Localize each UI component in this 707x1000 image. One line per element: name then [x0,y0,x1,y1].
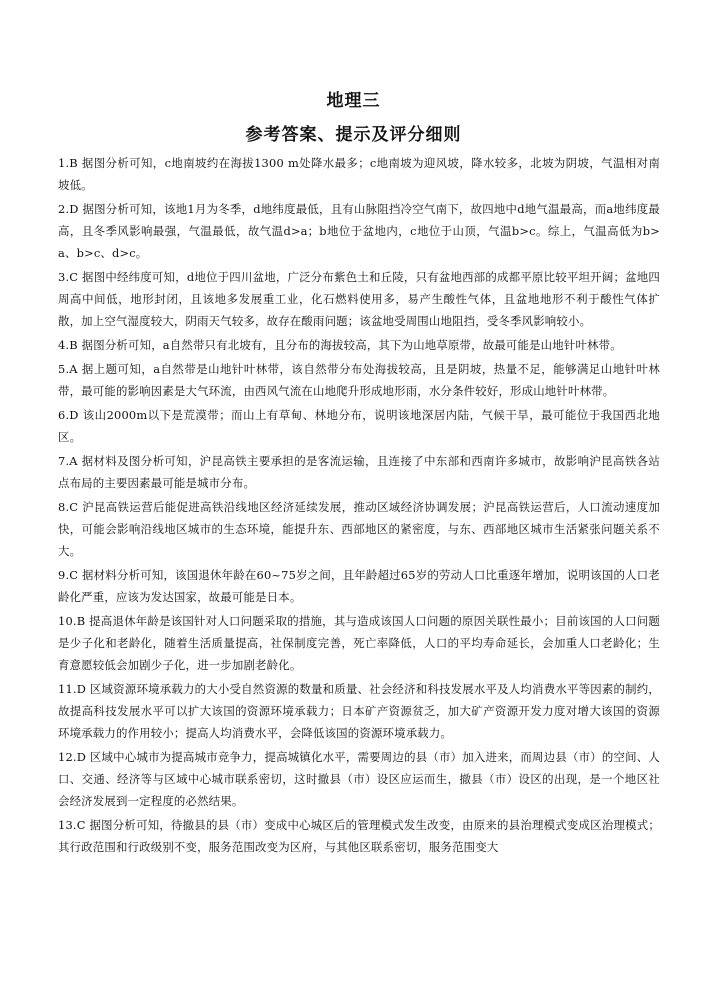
answer-item-8: 8.C 沪昆高铁运营后能促进高铁沿线地区经济延续发展，推动区域经济协调发展；沪昆高铁运营后，人口流动速度加快，可能会影响沿线地区城市的生态环境，能提升东、西部地区的紧密度，与东、西部地区城市生活紧张问题关系不大。 [58,500,660,558]
answer-item-11: 11.D 区域资源环境承载力的大小受自然资源的数量和质量、社会经济和科技发展水平及人均消费水平等因素的制约，故提高科技发展水平可以扩大该国的资源环境承载力；日本矿产资源贫乏，加大矿产资源开发力度对增大该国的资源环境承载力的作用较小；提高人均消费水平，会降低该国的资源环境承载力。 [58,682,660,740]
page-title: 参考答案、提示及评分细则 [245,125,462,145]
answer-item-7: 7.A 据材料及图分析可知，沪昆高铁主要承担的是客流运输，且连接了中东部和西南许多城市，故影响沪昆高铁各站点布局的主要因素最可能是城市分布。 [58,454,660,490]
answer-item-6: 6.D 该山2000m以下是荒漠带；而山上有草甸、林地分布，说明该地深居内陆，气候干旱，最可能位于我国西北地区。 [58,408,660,444]
answer-item-3: 3.C 据图中经纬度可知，d地位于四川盆地，广泛分布紫色土和丘陵，只有盆地西部的成都平原比较平坦开阔；盆地四周高中间低，地形封闭，且该地多发展重工业，化石燃料使用多，易产生酸性气体，且盆地地形不利于酸性气体扩散，加上空气湿度较大，阴雨天气较多，故存在酸雨问题；该盆地受周围山地阻挡，受冬季风影响较小。 [58,270,660,328]
answer-item-13: 13.C 据图分析可知，待撤县的县（市）变成中心城区后的管理模式发生改变，由原来的县治理模式变成区治理模式；其行政范围和行政级别不变，服务范围改变为区府，与其他区联系密切，服务范围变大 [58,818,660,854]
answer-item-10: 10.B 提高退休年龄是该国针对人口问题采取的措施，其与造成该国人口问题的原因关联性最小；目前该国的人口问题是少子化和老龄化，随着生活质量提高，社保制度完善，死亡率降低，人口的平均寿命延长，会加重人口老龄化；生育意愿较低会加剧少子化，进一步加剧老龄化。 [58,614,660,672]
answer-item-12: 12.D 区域中心城市为提高城市竞争力，提高城镇化水平，需要周边的县（市）加入进来，而周边县（市）的空间、人口、交通、经济等与区域中心城市联系密切，这时撤县（市）设区应运而生，撤县（市）设区的出现，是一个地区社会经济发展到一定程度的必然结果。 [58,750,660,808]
answer-item-9: 9.C 据材料分析可知，该国退休年龄在60~75岁之间，且年龄超过65岁的劳动人口比重逐年增加，说明该国的人口老龄化严重，应该为发达国家，故最可能是日本。 [58,568,660,604]
answer-item-4: 4.B 据图分析可知，a自然带只有北坡有，且分布的海拔较高，其下为山地草原带，故最可能是山地针叶林带。 [58,338,622,352]
subject-heading: 地理三 [326,91,381,111]
answer-item-5: 5.A 据上题可知，a自然带是山地针叶林带，该自然带分布处海拔较高，且是阴坡，热量不足，能够满足山地针叶林带，最可能的影响因素是大气环流，由西风气流在山地爬升形成地形雨，水分条件较好，形成山地针叶林带。 [58,362,660,398]
answer-item-1: 1.B 据图分析可知，c地南坡约在海拔1300 m处降水最多；c地南坡为迎风坡，降水较多，北坡为阴坡，气温相对南坡低。 [58,156,660,192]
answer-list [58,152,660,860]
answer-item-2: 2.D 据图分析可知，该地1月为冬季，d地纬度最低，且有山脉阻挡冷空气南下，故四地中d地气温最高，而a地纬度最高，且冬季风影响最强，气温最低，故气温d>a；b地位于盆地内，c地位于山顶，气温b>c。综上，气温高低为b>a、b>c、d>c。 [58,202,660,260]
